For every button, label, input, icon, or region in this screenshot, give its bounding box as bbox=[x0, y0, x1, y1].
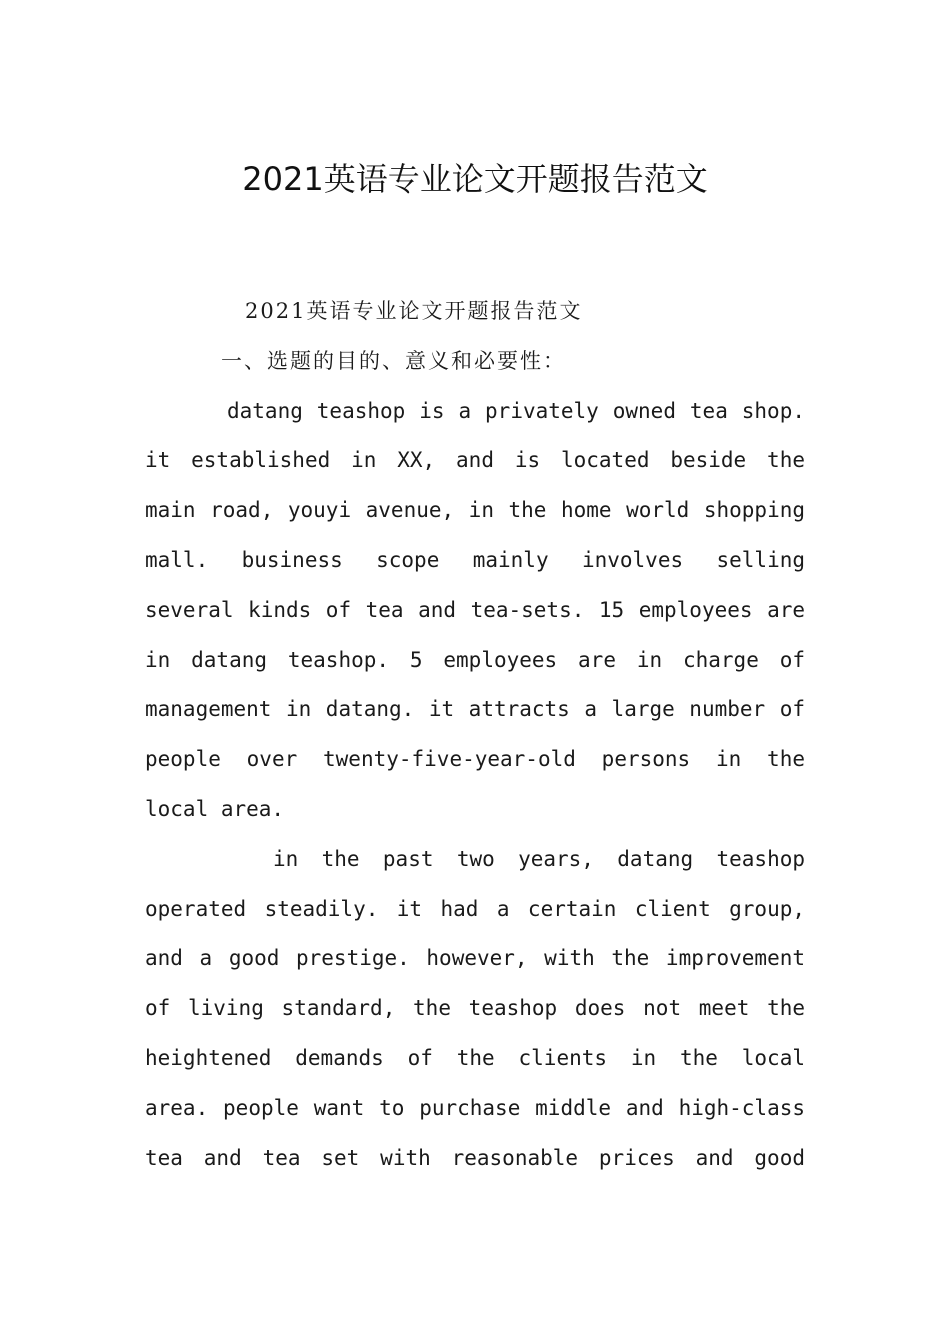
paragraph-line: it established in XX, and is located beside the bbox=[145, 448, 805, 473]
paragraph-line: people over twenty-five-year-old persons in the bbox=[145, 747, 805, 772]
paragraph-line: of living standard, the teashop does not meet the bbox=[145, 996, 805, 1021]
document-title: 2021英语专业论文开题报告范文 bbox=[242, 160, 708, 198]
paragraph-2 bbox=[145, 835, 805, 1184]
paragraph-line: mall. business scope mainly involves selling bbox=[145, 547, 805, 572]
paragraph-line: in datang teashop. 5 employees are in charge of bbox=[145, 647, 805, 672]
document-subtitle: 2021英语专业论文开题报告范文 bbox=[245, 299, 583, 323]
paragraph-line: main road, youyi avenue, in the home world shopping bbox=[145, 498, 805, 523]
paragraph-line: operated steadily. it had a certain client group, bbox=[145, 896, 805, 921]
paragraph-line: heightened demands of the clients in the local bbox=[145, 1045, 805, 1070]
paragraph-1 bbox=[145, 387, 805, 835]
paragraph-line: and a good prestige. however, with the improvement bbox=[145, 946, 805, 971]
section-heading: 一、选题的目的、意义和必要性： bbox=[221, 348, 566, 373]
paragraph-line: local area. bbox=[145, 796, 285, 821]
paragraph-line: management in datang. it attracts a large number of bbox=[145, 697, 805, 722]
paragraph-line: several kinds of tea and tea-sets. 15 employees are bbox=[145, 597, 805, 622]
document-body bbox=[145, 287, 805, 1183]
paragraph-line: in the past two years, datang teashop bbox=[273, 846, 805, 871]
paragraph-line: area. people want to purchase middle and high-class bbox=[145, 1095, 805, 1120]
paragraph-line: tea and tea set with reasonable prices and good bbox=[145, 1145, 805, 1170]
paragraph-line: datang teashop is a privately owned tea shop. bbox=[227, 398, 805, 423]
